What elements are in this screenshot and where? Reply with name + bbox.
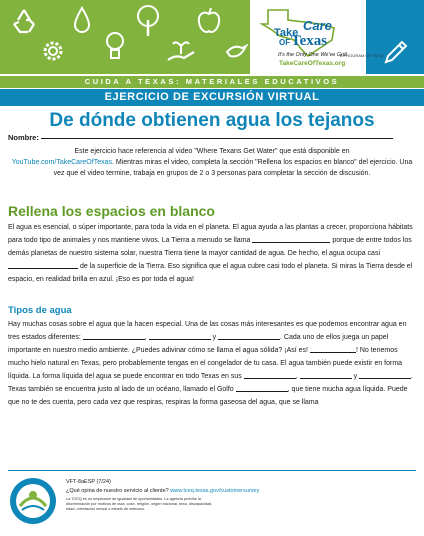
hand-sprout-icon bbox=[166, 38, 196, 64]
materials-strip: CUIDA A TEXAS: MATERIALES EDUCATIVOS bbox=[0, 76, 424, 88]
fill-in-paragraph bbox=[8, 221, 416, 286]
name-blank[interactable] bbox=[41, 138, 393, 139]
logo-of: OF bbox=[279, 38, 291, 47]
tceq-seal-logo bbox=[8, 476, 58, 526]
intro-text-2: . Mientras miras el video, completa la sección "Rellena los espacios en blanco" del ejercicio. Una vez que el video termine, trabaja en grupos de 2 o 3 personas para completar la sección de discusión. bbox=[53, 159, 413, 177]
logo-care: Care bbox=[303, 18, 332, 33]
apple-icon bbox=[196, 6, 222, 36]
survey-link[interactable]: www.tceq.texas.gov/customersurvey bbox=[170, 488, 260, 494]
survey-text: ¿Qué opina de nuestro servicio al cliente? bbox=[66, 488, 169, 494]
lightbulb-icon bbox=[104, 30, 126, 64]
fill-text-2: porque de entre todos los demás planetas de nuestro sistema solar, nuestra Tierra tiene la mayor cantidad de agua. De hecho, el agua ocupa casi bbox=[8, 237, 412, 257]
fill-in-heading: Rellena los espacios en blanco bbox=[8, 203, 215, 219]
banner-icons bbox=[0, 0, 250, 74]
blank-state-3[interactable] bbox=[218, 339, 280, 340]
intro-paragraph bbox=[8, 146, 416, 179]
fill-text-1: El agua es esencial, o súper importante, para toda la vida en el planeta. El agua ayuda a las plantas a crecer, proporciona hábitats para todo tipo de animales y nos mantiene vivos. La Tierra a menudo se llama bbox=[8, 224, 413, 244]
intro-text-1: Este ejercicio hace referencia al video "Where Texans Get Water" que está disponible en bbox=[74, 148, 350, 155]
footer-divider bbox=[8, 470, 416, 471]
blank-water-body-2[interactable] bbox=[300, 378, 352, 379]
types-text-7: y bbox=[353, 373, 358, 380]
gear-icon bbox=[40, 38, 66, 64]
document-code: VFT-8aESP (7/24) bbox=[66, 479, 111, 485]
types-text-1: Hay muchas cosas sobre el agua que la hacen especial. Una de las cosas más interesantes es que podemos encontrar agua en tres estados diferentes: bbox=[8, 321, 407, 341]
blank-solid-water[interactable] bbox=[310, 352, 356, 353]
logo-url[interactable]: TakeCareOfTexas.org bbox=[279, 60, 346, 67]
fill-text-3: de la superficie de la Tierra. Eso significa que el agua cubre casi todo el planeta. Si miras la Tierra desde el espacio, en realidad brilla en azul. ¡Eso es por toda el agua! bbox=[8, 263, 413, 283]
page-title: De dónde obtienen agua los tejanos bbox=[49, 110, 375, 131]
logo-program: A PROGRAM OF TCEQ bbox=[340, 53, 384, 58]
types-text-4: . Cada uno de ellos juega un papel importante en nuestro medio ambiente. ¿Puedes adivinar cómo se llama el agua sólida? ¡Así es! bbox=[8, 334, 389, 354]
blank-water-body-1[interactable] bbox=[244, 378, 296, 379]
exercise-title-bar: EJERCICIO DE EXCURSIÓN VIRTUAL bbox=[0, 89, 424, 106]
header-banner bbox=[0, 0, 424, 74]
logo-slogan: It's the Only One We've Got! bbox=[278, 52, 348, 58]
logo-texas: Texas bbox=[291, 33, 328, 49]
blank-earth-nickname[interactable] bbox=[252, 242, 330, 243]
bird-icon bbox=[224, 40, 248, 62]
survey-line bbox=[66, 488, 259, 494]
blank-state-1[interactable] bbox=[83, 339, 145, 340]
name-label: Nombre: bbox=[8, 133, 39, 142]
youtube-link[interactable]: YouTube.com/TakeCareOfTexas bbox=[11, 159, 112, 166]
pencil-tab bbox=[366, 0, 424, 74]
blank-surface-percent[interactable] bbox=[8, 268, 78, 269]
types-text-3: y bbox=[212, 334, 217, 341]
legal-notice: La TCEQ es un empleador de igualdad de oportunidades. La agencia prohíbe la discriminación por motivos de raza, color, religión, origen nacional, sexo, discapacidad, edad, orientación sexual o estado de veterano. bbox=[66, 497, 213, 511]
types-text-6: , bbox=[295, 373, 298, 380]
tree-icon bbox=[134, 4, 162, 38]
blank-state-2[interactable] bbox=[149, 339, 211, 340]
water-types-paragraph bbox=[8, 318, 416, 409]
blank-water-body-3[interactable] bbox=[359, 378, 411, 379]
blank-gulf-name[interactable] bbox=[236, 391, 288, 392]
types-text-2: , bbox=[144, 334, 147, 341]
water-drop-icon bbox=[72, 6, 92, 34]
pencil-icon bbox=[380, 38, 410, 68]
types-text-5: ! No tenemos mucho hielo natural en Texas, pero probablemente tengas en el congelador de tu casa. El agua también puede existir en forma líquida. La forma líquida del agua se puede encontrar en todo Texas en sus bbox=[8, 347, 403, 380]
recycle-icon bbox=[10, 8, 38, 34]
name-row bbox=[8, 133, 393, 142]
types-text-8: . Texas también se encuentra justo al lado de un océano, llamado el Golfo bbox=[8, 373, 413, 393]
types-text-9: , que tiene mucha agua líquida. Puede que no te des cuenta, pero cada vez que respiras, respiras la forma gaseosa del agua, que se llama bbox=[8, 386, 408, 406]
logo-take: Take bbox=[274, 27, 299, 39]
water-types-heading: Tipos de agua bbox=[8, 305, 72, 316]
